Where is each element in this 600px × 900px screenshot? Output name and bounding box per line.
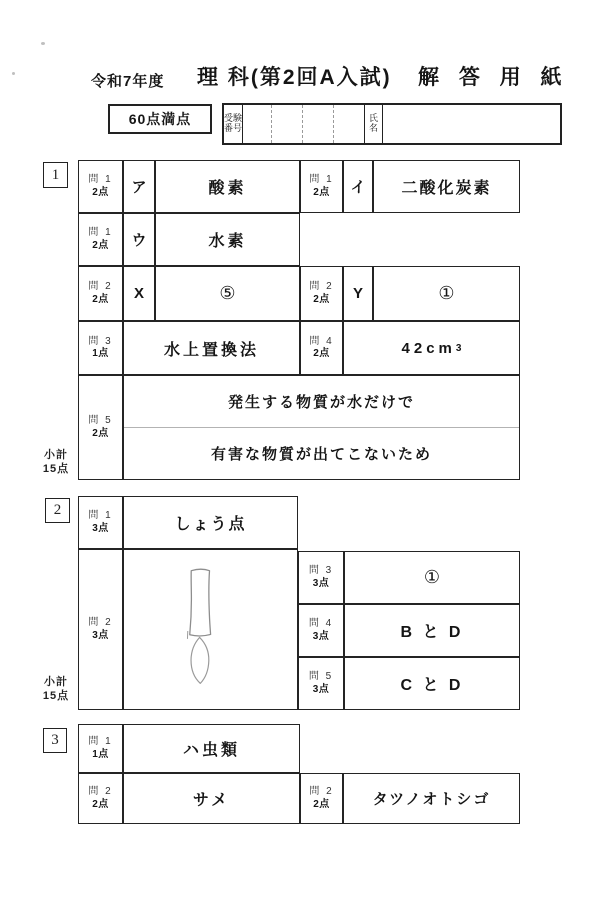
subtotal-points: 15点	[42, 689, 70, 702]
s3-q1-answer-cell: ハ虫類	[123, 724, 300, 773]
subtotal-points: 15点	[42, 462, 70, 475]
points-label: 2点	[313, 293, 330, 305]
name-label: 氏名	[365, 105, 383, 143]
scan-speckle	[41, 42, 45, 45]
s2-q5-answer-cell: C と D	[344, 657, 520, 710]
question-label: 問 4	[309, 335, 334, 347]
s1-q1b-key-cell: イ	[343, 160, 373, 213]
s1-q1b-answer-cell: 二酸化炭素	[373, 160, 520, 213]
sketch-rectangle	[190, 569, 211, 636]
page-subtitle: 解 答 用 紙	[418, 66, 569, 89]
s1-q4-answer-cell	[343, 321, 520, 375]
name-field	[383, 105, 560, 143]
s2-q5-label-cell	[298, 657, 344, 710]
subtotal-label: 小計	[44, 449, 68, 461]
points-label: 2点	[92, 427, 109, 439]
points-label: 3点	[312, 630, 330, 642]
question-label: 問 1	[88, 510, 113, 521]
s2-q1-answer-cell: しょう点	[123, 496, 298, 549]
s2-q1-label-cell	[78, 496, 123, 549]
max-score-box	[108, 104, 212, 134]
question-label: 問 2	[309, 281, 334, 292]
points-label: 2点	[92, 186, 109, 198]
s1-q2x-answer-cell: ⑤	[155, 266, 300, 321]
s1-q2y-label-cell	[300, 266, 343, 321]
s2-q4-label-cell	[298, 604, 344, 657]
s1-q1c-label-cell	[78, 213, 123, 266]
points-label: 3点	[92, 629, 109, 641]
section2-subtotal	[33, 676, 79, 704]
points-label: 2点	[92, 293, 109, 305]
max-score-label: 60点満点	[128, 111, 192, 127]
question-label: 問 3	[308, 565, 334, 576]
s1-q2y-key-cell: Y	[343, 266, 373, 321]
section2-number: 2	[53, 502, 62, 518]
question-label: 問 2	[88, 617, 113, 628]
section3-number-box	[43, 728, 67, 753]
s3-q2b-answer-cell: タツノオトシゴ	[343, 773, 520, 824]
subtotal-label: 小計	[44, 676, 68, 688]
points-label: 2点	[92, 798, 109, 810]
section1-number-box	[43, 162, 68, 188]
points-label: 3点	[92, 522, 109, 534]
question-label: 問 3	[88, 335, 113, 347]
points-label: 1点	[92, 348, 109, 359]
section1-subtotal	[33, 449, 79, 477]
question-label: 問 2	[309, 786, 334, 797]
s1-q4-answer-exponent: 3	[455, 342, 462, 354]
scan-speckle	[12, 72, 15, 75]
points-label: 3点	[312, 577, 330, 589]
s1-q3-answer-cell: 水上置換法	[123, 321, 300, 375]
s1-q1c-answer-cell: 水素	[155, 213, 300, 266]
s2-q3-label-cell	[298, 551, 344, 604]
s1-q2x-label-cell	[78, 266, 123, 321]
s2-q4-answer-cell: B と D	[344, 604, 520, 657]
examinee-number-cell-2	[272, 105, 303, 143]
examinee-number-cell-1	[243, 105, 272, 143]
s3-q2a-label-cell	[78, 773, 123, 824]
s1-q2x-key-cell: X	[123, 266, 155, 321]
examinee-number-cell-3	[303, 105, 334, 143]
s1-q5-answer-line1: 発生する物質が水だけで	[124, 376, 519, 428]
s1-q1a-label-cell	[78, 160, 123, 213]
s1-q1c-key-cell: ウ	[123, 213, 155, 266]
hand-drawn-image-sketch	[124, 549, 297, 710]
points-label: 2点	[313, 798, 330, 810]
question-label: 問 1	[88, 736, 113, 747]
section2-number-box	[45, 498, 70, 523]
s1-q2y-answer-cell: ①	[373, 266, 520, 321]
s3-q1-label-cell	[78, 724, 123, 773]
question-label: 問 2	[88, 281, 113, 292]
question-label: 問 5	[308, 671, 334, 682]
section3-number: 3	[51, 732, 59, 748]
examinee-number-label: 受験番号	[224, 105, 243, 143]
points-label: 1点	[92, 748, 109, 760]
page-title: 理 科(第2回A入試)	[197, 66, 392, 89]
s2-q3-answer-cell: ①	[344, 551, 520, 604]
s1-q1b-label-cell	[300, 160, 343, 213]
s3-q2b-label-cell	[300, 773, 343, 824]
s3-q2a-answer-cell: サメ	[123, 773, 300, 824]
s1-q1a-key-cell: ア	[123, 160, 155, 213]
section1-number: 1	[51, 166, 60, 183]
question-label: 問 4	[308, 618, 334, 629]
question-label: 問 1	[88, 227, 113, 238]
examinee-info-box	[222, 103, 562, 145]
question-label: 問 1	[88, 174, 113, 185]
s1-q4-label-cell	[300, 321, 343, 375]
s2-q2-drawing-cell	[123, 549, 298, 710]
s1-q3-label-cell	[78, 321, 123, 375]
s1-q5-label-cell	[78, 375, 123, 480]
examinee-number-cell-4	[334, 105, 365, 143]
points-label: 3点	[312, 683, 330, 695]
points-label: 2点	[313, 186, 330, 198]
question-label: 問 2	[88, 786, 113, 797]
sketch-lens-oval	[191, 637, 209, 683]
s1-q1a-answer-cell: 酸素	[155, 160, 300, 213]
s1-q5-answer-cell	[123, 375, 520, 480]
era-year-label: 令和7年度	[91, 73, 165, 90]
points-label: 2点	[92, 239, 109, 251]
points-label: 2点	[313, 348, 330, 359]
s2-q2-label-cell	[78, 549, 123, 710]
s1-q4-answer-value: 42cm	[401, 339, 456, 357]
s1-q5-answer-line2: 有害な物質が出てこないため	[210, 446, 432, 463]
question-label: 問 1	[309, 174, 334, 185]
question-label: 問 5	[88, 415, 113, 426]
